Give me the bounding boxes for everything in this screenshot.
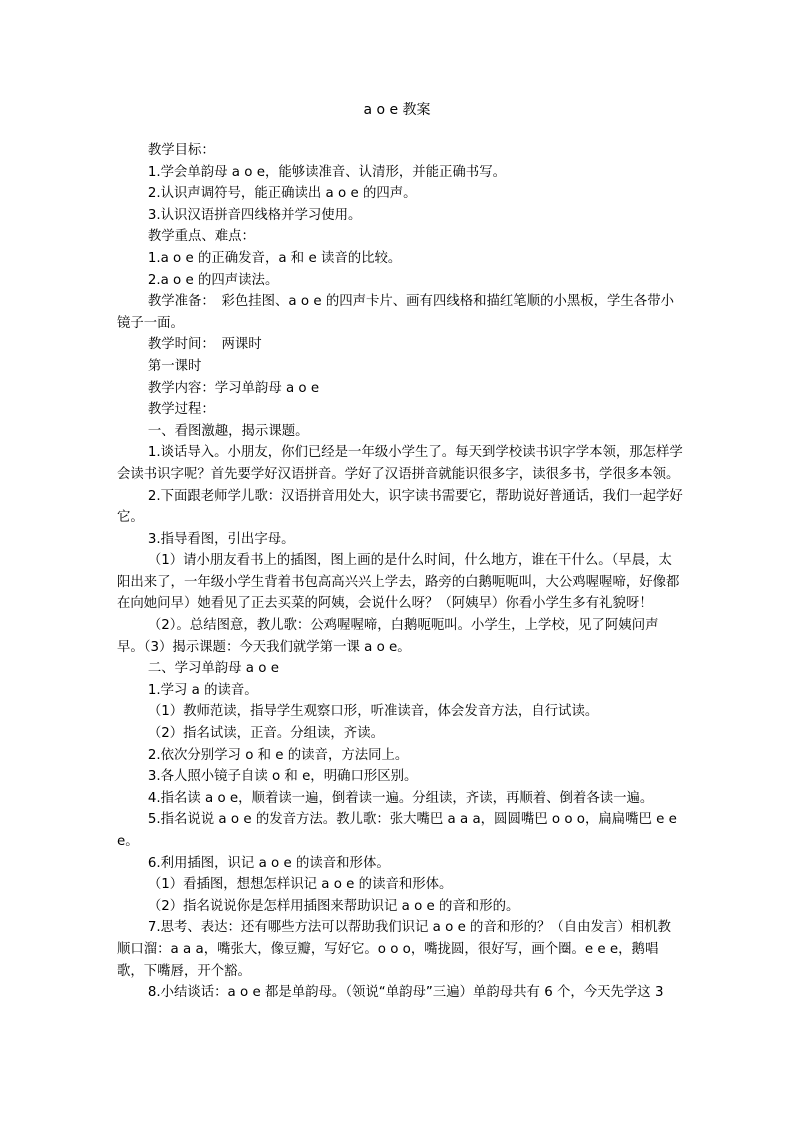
paragraph: 5.指名说说 a o e 的发音方法。教儿歌：张大嘴巴 a a a，圆圆嘴巴 o o o，扁扁嘴巴 e e e。	[117, 812, 677, 849]
paragraph: （1）请小朋友看书上的插图，图上画的是什么时间，什么地方，谁在干什么。（早晨，太阳出来了，一年级小学生背着书包高高兴兴上学去，路旁的白鹅呃呃叫，大公鸡喔喔啼，好像都在向她问早）她看见了正去买菜的阿姨，会说什么呀？（阿姨早）你看小学生多有礼貌呀！	[117, 553, 680, 612]
document-body	[117, 140, 683, 1004]
paragraph: （2）指名试读，正音。分组读，齐读。	[147, 726, 384, 742]
paragraph: 1.谈话导入。小朋友，你们已经是一年级小学生了。每天到学校读书识字学本领，那怎样学会读书识字呢？首先要学好汉语拼音。学好了汉语拼音就能识很多字，读很多书，学很多本领。	[117, 445, 683, 482]
paragraph: 4.指名读 a o e，顺着读一遍，倒着读一遍。分组读，齐读，再顺着、倒着各读一遍。	[147, 790, 654, 806]
paragraph: 教学时间： 两课时	[147, 337, 262, 353]
paragraph: （2）。总结图意，教儿歌：公鸡喔喔啼，白鹅呃呃叫。小学生，上学校，见了阿姨问声早。（3）揭示课题：今天我们就学第一课 a o e。	[117, 618, 659, 655]
paragraph: 7.思考、表达：还有哪些方法可以帮助我们识记 a o e 的音和形的？（自由发言）相机教顺口溜：a a a，嘴张大，像豆瓣，写好它。o o o，嘴拢圆，很好写，画个圈。e e e，鹅唱歌，下嘴唇，开个豁。	[117, 920, 671, 979]
paragraph: 教学目标：	[147, 143, 215, 158]
paragraph: 2.依次分别学习 o 和 e 的读音，方法同上。	[147, 747, 409, 763]
paragraph: 教学内容：学习单韵母 a o e	[147, 380, 320, 396]
paragraph: （2）指名说说你是怎样用插图来帮助识记 a o e 的音和形的。	[147, 898, 520, 914]
paragraph: （1）看插图，想想怎样识记 a o e 的读音和形体。	[147, 877, 453, 893]
paragraph: 8.小结谈话：a o e 都是单韵母。（领说“单韵母”三遍）单韵母共有 6 个，今天先学这 3	[147, 985, 664, 1001]
paragraph: 教学准备： 彩色挂图、a o e 的四声卡片、画有四线格和描红笔顺的小黑板，学生各带小镜子一面。	[117, 294, 674, 331]
document-title: a o e 教案	[363, 102, 431, 118]
paragraph: 第一课时	[147, 358, 202, 374]
paragraph: 2.认识声调符号，能正确读出 a o e 的四声。	[147, 186, 417, 202]
paragraph: 3.认识汉语拼音四线格并学习使用。	[147, 207, 362, 223]
paragraph: 1.学会单韵母 a o e，能够读准音、认清形，并能正确书写。	[147, 164, 506, 180]
paragraph: 二、学习单韵母 a o e	[147, 661, 279, 677]
paragraph: 教学重点、难点：	[147, 229, 255, 245]
paragraph: 6.利用插图，识记 a o e 的读音和形体。	[147, 855, 390, 871]
paragraph: 2.a o e 的四声读法。	[147, 272, 279, 288]
paragraph: 1.a o e 的正确发音，a 和 e 读音的比较。	[147, 250, 402, 266]
paragraph: 1.学习 a 的读音。	[147, 682, 258, 698]
paragraph: （1）教师范读，指导学生观察口形，听准读音，体会发音方法，自行试读。	[147, 704, 599, 720]
paragraph: 3.各人照小镜子自读 o 和 e，明确口形区别。	[147, 769, 418, 785]
paragraph: 3.指导看图，引出字母。	[147, 531, 295, 547]
paragraph: 教学过程：	[147, 402, 215, 418]
paragraph: 一、看图激趣，揭示课题。	[147, 423, 309, 439]
paragraph: 2.下面跟老师学儿歌：汉语拼音用处大，识字读书需要它，帮助说好普通话，我们一起学好它。	[117, 488, 683, 526]
